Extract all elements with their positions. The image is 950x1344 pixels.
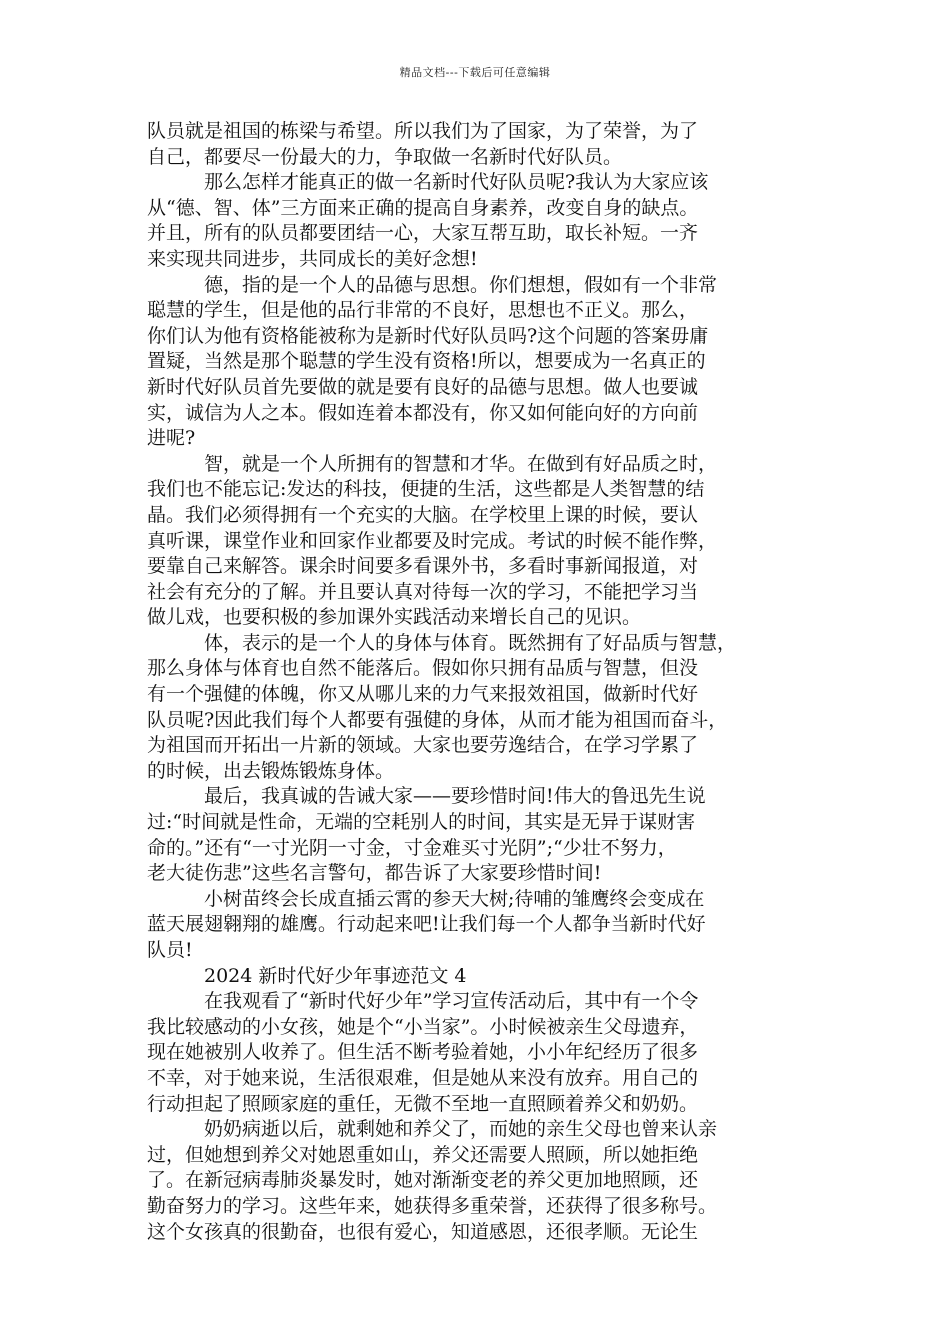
text-line: 聪慧的学生，但是他的品行非常的不良好，思想也不正义。那么， xyxy=(147,299,699,322)
text-line: 行动担起了照顾家庭的重任，无微不至地一直照顾着养父和奶奶。 xyxy=(147,1092,699,1115)
text-line: 晶。我们必须得拥有一个充实的大脑。在学校里上课的时候，要认 xyxy=(147,503,699,526)
text-line: 并且，所有的队员都要团结一心，大家互帮互助，取长补短。一齐 xyxy=(147,222,699,245)
text-line: 实，诚信为人之本。假如连着本都没有，你又如何能向好的方向前 xyxy=(147,401,699,424)
text-line: 我们也不能忘记:发达的科技，便捷的生活，这些都是人类智慧的结 xyxy=(147,478,705,501)
text-line: 进呢? xyxy=(147,427,196,450)
text-line: 那么怎样才能真正的做一名新时代好队员呢?我认为大家应该 xyxy=(204,171,709,194)
text-line: 过，但她想到养父对她恩重如山，养父还需要人照顾，所以她拒绝 xyxy=(147,1143,699,1166)
text-line: 命的。”还有“一寸光阴一寸金，寸金难买寸光阴”;“少壮不努力， xyxy=(147,836,677,859)
text-line: 你们认为他有资格能被称为是新时代好队员吗?这个问题的答案毋庸 xyxy=(147,324,709,347)
text-line: 置疑，当然是那个聪慧的学生没有资格!所以，想要成为一名真正的 xyxy=(147,350,706,373)
text-line: 队员! xyxy=(147,939,193,961)
text-line: 2024 新时代好少年事迹范文 4 xyxy=(204,964,467,987)
document-body xyxy=(147,119,815,1245)
text-line: 做儿戏，也要积极的参加课外实践活动来增长自己的见识。 xyxy=(147,606,642,629)
text-line: 为祖国而开拓出一片新的领域。大家也要劳逸结合，在学习学累了 xyxy=(147,734,699,757)
text-line: 现在她被别人收养了。但生活不断考验着她，小小年纪经历了很多 xyxy=(147,1041,699,1064)
text-line: 队员呢?因此我们每个人都要有强健的身体，从而才能为祖国而奋斗， xyxy=(147,708,728,731)
text-line: 自己，都要尽一份最大的力，争取做一名新时代好队员。 xyxy=(147,145,623,168)
text-line: 过:“时间就是性命，无端的空耗别人的时间，其实是无异于谋财害 xyxy=(147,811,696,834)
text-line: 老大徒伤悲”这些名言警句，都告诉了大家要珍惜时间! xyxy=(147,862,602,885)
text-line: 德，指的是一个人的品德与思想。你们想想，假如有一个非常 xyxy=(204,273,718,296)
text-line: 来实现共同进步，共同成长的美好念想! xyxy=(147,247,478,270)
page-header: 精品文档---下载后可任意编辑 xyxy=(399,66,551,79)
text-line: 最后，我真诚的告诫大家——要珍惜时间!伟大的鲁迅先生说 xyxy=(204,785,706,808)
text-line: 有一个强健的体魄，你又从哪儿来的力气来报效祖国，做新时代好 xyxy=(147,683,699,706)
text-line: 要靠自己来解答。课余时间要多看课外书，多看时事新闻报道，对 xyxy=(147,555,699,578)
text-line: 蓝天展翅翱翔的雄鹰。行动起来吧!让我们每一个人都争当新时代好 xyxy=(147,913,706,936)
text-line: 小树苗终会长成直插云霄的参天大树;待哺的雏鹰终会变成在 xyxy=(204,887,705,910)
text-line: 不幸，对于她来说，生活很艰难，但是她从来没有放弃。用自己的 xyxy=(147,1066,699,1089)
text-line: 在我观看了“新时代好少年”学习宣传活动后，其中有一个令 xyxy=(204,990,699,1013)
text-line: 新时代好队员首先要做的就是要有良好的品德与思想。做人也要诚 xyxy=(147,375,699,398)
text-line: 真听课，课堂作业和回家作业都要及时完成。考试的时候不能作弊， xyxy=(147,529,718,552)
text-line: 从“德、智、体”三方面来正确的提高自身素养，改变自身的缺点。 xyxy=(147,196,699,219)
text-line: 了。在新冠病毒肺炎暴发时，她对渐渐变老的养父更加地照顾，还 xyxy=(147,1169,699,1192)
text-line: 的时候，出去锻炼锻炼身体。 xyxy=(147,759,395,782)
text-line: 智，就是一个人所拥有的智慧和才华。在做到有好品质之时， xyxy=(204,452,718,475)
text-line: 体，表示的是一个人的身体与体育。既然拥有了好品质与智慧， xyxy=(204,631,737,654)
text-line: 社会有充分的了解。并且要认真对待每一次的学习，不能把学习当 xyxy=(147,580,699,603)
text-line: 勤奋努力的学习。这些年来，她获得多重荣誉，还获得了很多称号。 xyxy=(147,1194,718,1217)
text-line: 队员就是祖国的栋梁与希望。所以我们为了国家，为了荣誉，为了 xyxy=(147,120,699,142)
text-line: 奶奶病逝以后，就剩她和养父了，而她的亲生父母也曾来认亲 xyxy=(204,1118,718,1141)
text-line: 这个女孩真的很勤奋，也很有爱心，知道感恩，还很孝顺。无论生 xyxy=(147,1220,699,1243)
text-line: 那么身体与体育也自然不能落后。假如你只拥有品质与智慧，但没 xyxy=(147,657,699,680)
text-line: 我比较感动的小女孩，她是个“小当家”。小时候被亲生父母遗弃， xyxy=(147,1015,699,1038)
